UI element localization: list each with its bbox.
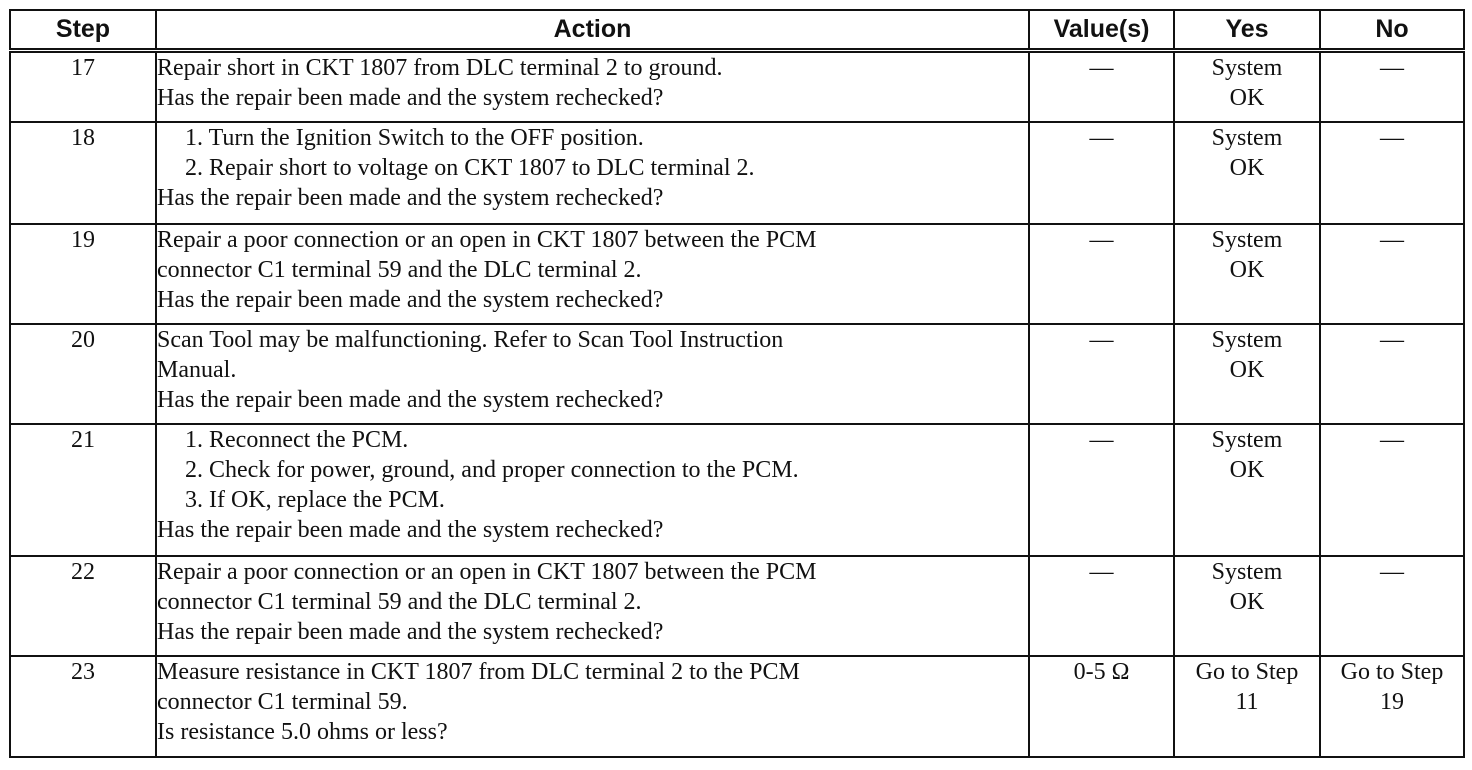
action-cell [156,656,1029,757]
action-substep: 1. Reconnect the PCM. [185,427,409,453]
no-line: — [1380,327,1404,353]
no-cell [1320,224,1464,324]
yes-line: OK [1229,457,1265,483]
yes-line: System [1211,559,1283,585]
action-line: connector C1 terminal 59 and the DLC terminal 2. [157,257,642,283]
yes-line: Go to Step [1195,659,1299,685]
table-row [10,224,1464,324]
value-cell: — [1029,556,1174,656]
action-line: Has the repair been made and the system rechecked? [157,387,664,413]
step-cell: 23 [10,656,156,757]
step-cell: 22 [10,556,156,656]
action-line: Repair a poor connection or an open in CKT 1807 between the PCM [157,227,817,253]
action-cell [156,51,1029,123]
header-yes: Yes [1174,10,1320,51]
header-action: Action [156,10,1029,51]
yes-line: System [1211,327,1283,353]
yes-cell [1174,224,1320,324]
no-cell [1320,51,1464,123]
action-line: Has the repair been made and the system rechecked? [157,185,664,211]
no-line: 19 [1380,689,1404,715]
action-line: Has the repair been made and the system rechecked? [157,287,664,313]
table-row [10,51,1464,123]
header-row [10,10,1464,51]
no-line: — [1380,227,1404,253]
action-line: Repair a poor connection or an open in CKT 1807 between the PCM [157,559,817,585]
no-line: Go to Step [1340,659,1444,685]
action-substep: 2. Check for power, ground, and proper connection to the PCM. [185,457,799,483]
action-line: Has the repair been made and the system rechecked? [157,517,664,543]
yes-line: OK [1229,257,1265,283]
action-line: Is resistance 5.0 ohms or less? [157,719,448,745]
yes-line: System [1211,125,1283,151]
yes-line: OK [1229,155,1265,181]
action-cell [156,556,1029,656]
table-row [10,324,1464,424]
action-line: connector C1 terminal 59 and the DLC terminal 2. [157,589,642,615]
action-line: connector C1 terminal 59. [157,689,408,715]
yes-line: OK [1229,85,1265,111]
table-row [10,556,1464,656]
no-cell [1320,556,1464,656]
yes-cell [1174,656,1320,757]
no-cell [1320,324,1464,424]
diagnostic-table [9,9,1465,758]
no-line: — [1380,125,1404,151]
table-row [10,122,1464,224]
yes-cell [1174,51,1320,123]
table-body [10,51,1464,758]
action-line: Has the repair been made and the system rechecked? [157,85,664,111]
yes-cell [1174,324,1320,424]
step-cell: 20 [10,324,156,424]
step-cell: 18 [10,122,156,224]
action-cell [156,324,1029,424]
action-substep: 1. Turn the Ignition Switch to the OFF position. [185,125,644,151]
yes-line: OK [1229,589,1265,615]
value-cell: — [1029,51,1174,123]
no-line: — [1380,559,1404,585]
yes-cell [1174,122,1320,224]
yes-line: System [1211,55,1283,81]
step-cell: 19 [10,224,156,324]
step-cell: 17 [10,51,156,123]
action-cell [156,122,1029,224]
action-cell [156,224,1029,324]
step-cell: 21 [10,424,156,556]
value-cell: — [1029,324,1174,424]
action-line: Manual. [157,357,237,383]
yes-line: System [1211,227,1283,253]
yes-line: System [1211,427,1283,453]
yes-cell [1174,424,1320,556]
no-cell [1320,424,1464,556]
table-row [10,656,1464,757]
diagnostic-table-container [9,9,1465,758]
header-no: No [1320,10,1464,51]
action-substep: 2. Repair short to voltage on CKT 1807 to DLC terminal 2. [185,155,755,181]
action-line: Has the repair been made and the system rechecked? [157,619,664,645]
action-substep: 3. If OK, replace the PCM. [185,487,445,513]
yes-line: OK [1229,357,1265,383]
yes-line: 11 [1235,689,1259,715]
action-line: Scan Tool may be malfunctioning. Refer to Scan Tool Instruction [157,327,784,353]
value-cell: — [1029,424,1174,556]
table-row [10,424,1464,556]
action-line: Measure resistance in CKT 1807 from DLC terminal 2 to the PCM [157,659,800,685]
yes-cell [1174,556,1320,656]
value-cell: 0-5 Ω [1029,656,1174,757]
value-cell: — [1029,122,1174,224]
action-line: Repair short in CKT 1807 from DLC terminal 2 to ground. [157,55,723,81]
no-cell [1320,656,1464,757]
action-cell [156,424,1029,556]
header-values: Value(s) [1029,10,1174,51]
no-line: — [1380,427,1404,453]
value-cell: — [1029,224,1174,324]
no-line: — [1380,55,1404,81]
header-step: Step [10,10,156,51]
no-cell [1320,122,1464,224]
